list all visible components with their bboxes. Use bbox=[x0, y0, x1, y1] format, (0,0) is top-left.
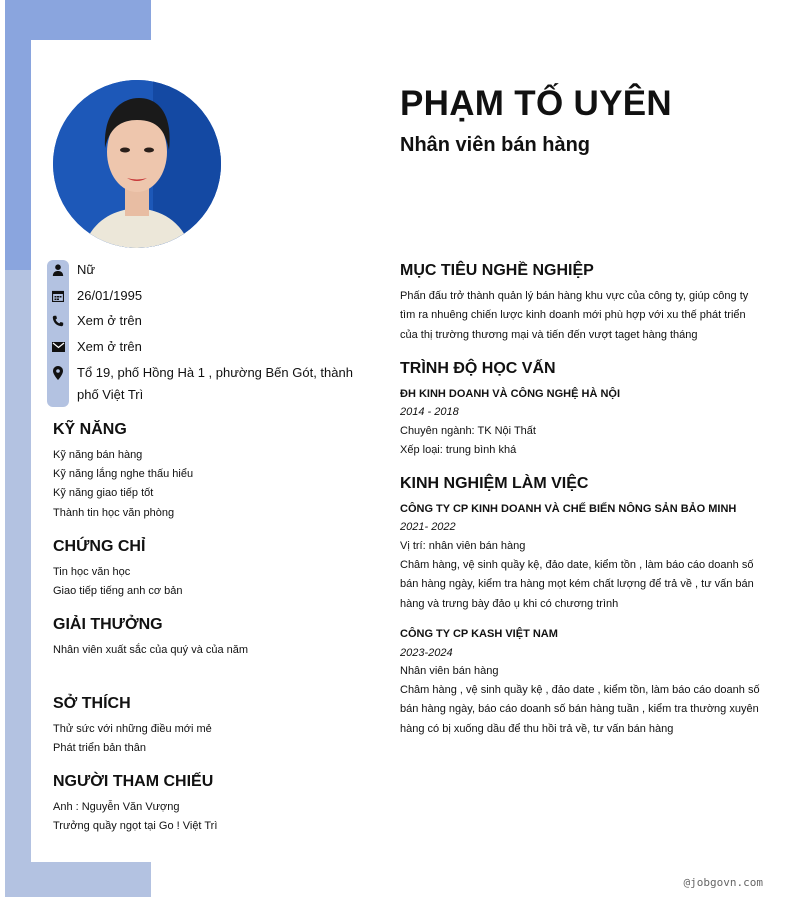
reference-item: Anh : Nguyễn Văn Vượng bbox=[53, 801, 180, 813]
birthday-text: 26/01/1995 bbox=[77, 288, 143, 303]
location-pin-icon bbox=[47, 365, 69, 381]
profile-photo bbox=[53, 80, 221, 248]
job-period: 2021- 2022 bbox=[400, 521, 456, 533]
job-description bbox=[400, 556, 768, 614]
job-description-line: bán hàng ngày, báo cáo doanh số bán hàng tuần , kiểm tra thường xuyên bbox=[400, 703, 759, 716]
email-text: Xem ở trên bbox=[77, 339, 142, 354]
job-description bbox=[400, 681, 768, 739]
education-grade: Xếp loại: trung bình khá bbox=[400, 444, 517, 456]
education-major: Chuyên ngành: TK Nội Thất bbox=[400, 425, 536, 437]
job-description-line: Châm hàng , vệ sinh quầy kệ , đảo date , kiểm tồn, làm báo cáo doanh số bbox=[400, 684, 760, 696]
address-text bbox=[77, 362, 367, 406]
job-company: CÔNG TY CP KINH DOANH VÀ CHẾ BIẾN NÔNG SẢN BẢO MINH bbox=[400, 503, 737, 515]
hobbies-list bbox=[53, 720, 353, 758]
gender-text: Nữ bbox=[77, 262, 96, 277]
award-item: Nhân viên xuất sắc của quý và của năm bbox=[53, 644, 249, 656]
skill-item: Kỹ năng giao tiếp tốt bbox=[53, 487, 154, 500]
certificate-item: Tin học văn học bbox=[53, 566, 131, 578]
contact-icon-bar bbox=[47, 260, 69, 407]
job-description-line: hàng và trưng bày đảo ụ khi có chương trình bbox=[400, 597, 619, 610]
phone-icon bbox=[47, 313, 69, 329]
skill-item: Thành tin học văn phòng bbox=[53, 506, 175, 519]
certificate-item: Giao tiếp tiếng anh cơ bản bbox=[53, 585, 183, 598]
address-line-2: phố Việt Trì bbox=[77, 387, 144, 402]
education-heading: TRÌNH ĐỘ HỌC VẤN bbox=[400, 360, 556, 377]
hobby-item: Thử sức với những điều mới mẻ bbox=[53, 723, 212, 735]
references-list bbox=[53, 798, 353, 836]
skills-list bbox=[53, 446, 353, 523]
hobbies-heading: SỞ THÍCH bbox=[53, 695, 131, 712]
candidate-name: PHẠM TỐ UYÊN bbox=[400, 84, 672, 123]
education-period: 2014 - 2018 bbox=[400, 406, 459, 418]
references-heading: NGƯỜI THAM CHIẾU bbox=[53, 773, 214, 790]
job-description-line: hàng có bị xuống dầu để thu hồi trả về, tư vấn bán hàng bbox=[400, 722, 674, 735]
objective-line: của thị trường thương mại và tiến đến vượt taget hàng tháng bbox=[400, 328, 698, 341]
skill-item: Kỹ năng bán hàng bbox=[53, 449, 143, 461]
objective-text bbox=[400, 287, 768, 345]
watermark: @jobgovn.com bbox=[683, 876, 763, 889]
address-line-1: Tổ 19, phố Hồng Hà 1 , phường Bến Gót, thành bbox=[77, 365, 353, 380]
objective-line: tìm ra nhuêng chiến lược kinh doanh mới phù hợp với xu thế phát triển bbox=[400, 309, 746, 322]
job-company: CÔNG TY CP KASH VIỆT NAM bbox=[400, 628, 558, 640]
skills-heading: KỸ NĂNG bbox=[53, 421, 127, 438]
awards-list bbox=[53, 641, 353, 660]
reference-item: Trưởng quầy ngọt tại Go ! Việt Trì bbox=[53, 820, 218, 833]
certificates-heading: CHỨNG CHỈ bbox=[53, 538, 146, 555]
calendar-icon bbox=[47, 288, 69, 304]
job-position: Vị trí: nhân viên bán hàng bbox=[400, 540, 526, 552]
objective-heading: MỤC TIÊU NGHỀ NGHIỆP bbox=[400, 262, 594, 279]
job-position: Nhân viên bán hàng bbox=[400, 665, 499, 677]
job-period: 2023-2024 bbox=[400, 647, 453, 659]
certificates-list bbox=[53, 563, 353, 601]
job-description-line: Châm hàng, vệ sinh quầy kệ, đảo date, kiểm tồn , làm báo cáo doanh số bbox=[400, 559, 754, 571]
experience-heading: KINH NGHIỆM LÀM VIỆC bbox=[400, 475, 589, 492]
mail-icon bbox=[47, 339, 69, 355]
job-description-line: bán hàng ngày, kiểm tra hàng mọt kém chất lượng để trả về , tư vấn bán bbox=[400, 578, 754, 591]
objective-line: Phấn đấu trở thành quản lý bán hàng khu vực của công ty, giúp công ty bbox=[400, 290, 749, 302]
school-name: ĐH KINH DOANH VÀ CÔNG NGHỆ HÀ NỘI bbox=[400, 388, 621, 400]
hobby-item: Phát triển bản thân bbox=[53, 742, 146, 755]
candidate-job-title: Nhân viên bán hàng bbox=[400, 134, 591, 156]
person-icon bbox=[47, 262, 69, 278]
skill-item: Kỹ năng lắng nghe thấu hiểu bbox=[53, 468, 194, 481]
phone-text: Xem ở trên bbox=[77, 313, 142, 328]
awards-heading: GIẢI THƯỞNG bbox=[53, 616, 163, 633]
